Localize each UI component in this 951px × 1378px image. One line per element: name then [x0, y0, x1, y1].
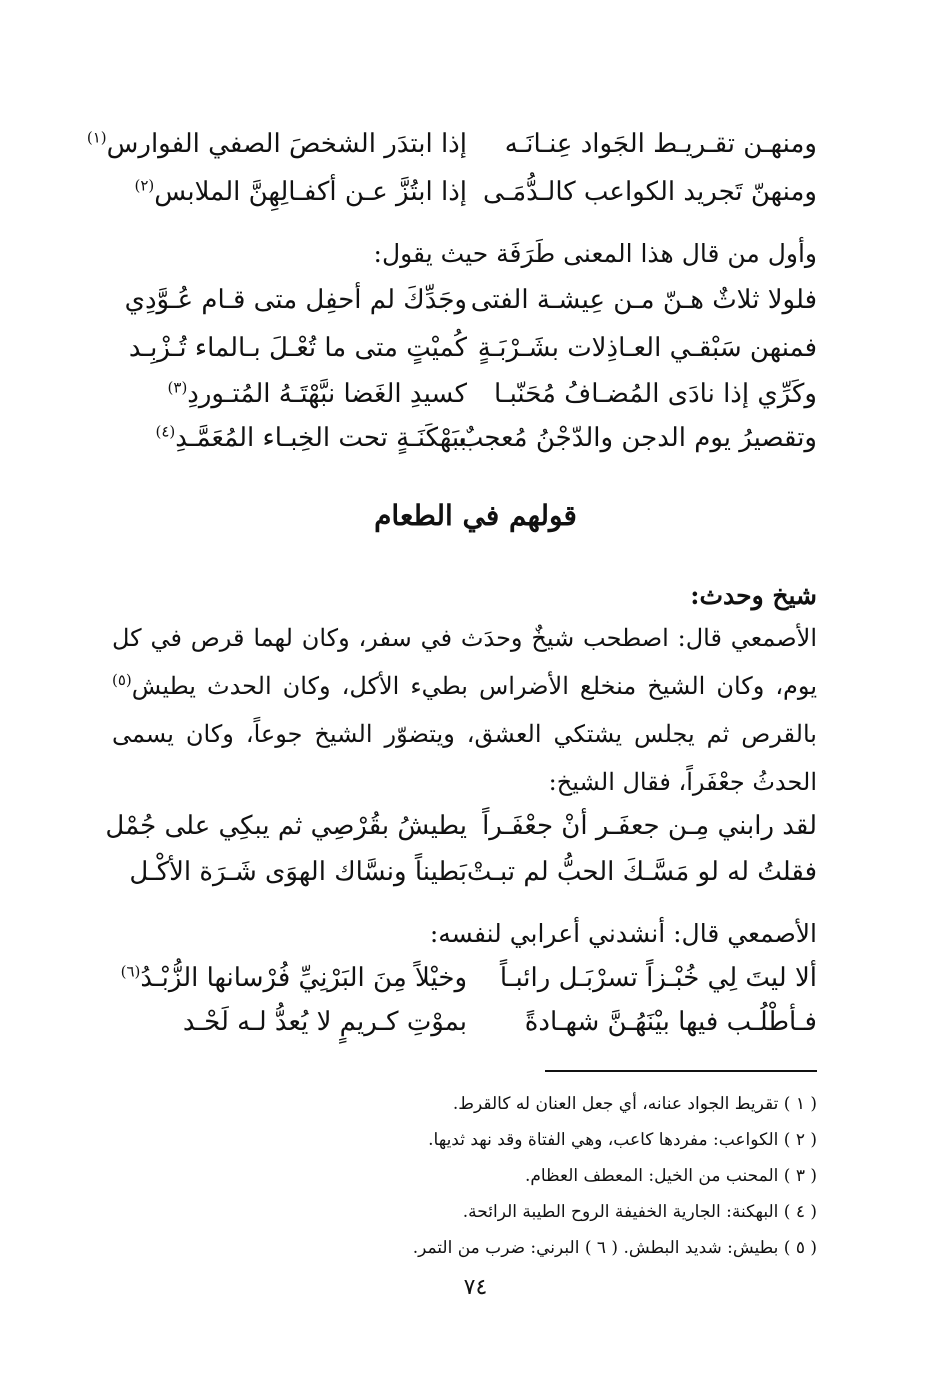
verse-text: يطيشُ بقُرْصِي ثم يبكِي على جُمْل [105, 811, 467, 841]
verse-second-hemistich [112, 372, 467, 416]
prose-text: بالقرص ثم يجلس يشتكي العشق، ويتضوّر الشيخ جوعاً، وكان يسمى الحدثُ جعْفَراً، فقال الشيخ: [112, 720, 817, 796]
intro-line: وأول من قال هذا المعنى طَرَفَة حيث يقول: [373, 239, 817, 268]
verse-first-hemistich: لقد رابني مِـن جعفَـر أنْ جعْفَـراً [482, 811, 817, 841]
verse-second-hemistich [112, 326, 467, 370]
verse-couplet [112, 372, 817, 416]
prose-text: الأصمعي قال: اصطحب شيخٌ وحدَث في سفر، وكان لهما قرص في كل يوم، وكان الشيخ منخلع الأضراس بطيء الأكل، وكان الحدث يطيش [112, 624, 817, 700]
footnote-divider [545, 1070, 817, 1072]
verse-second-hemistich [112, 956, 467, 1000]
verse-couplet [112, 850, 817, 894]
verse-text: بموْتِ كـريمٍ لا يُعدُّ لـه لَحْـد [182, 1007, 467, 1037]
asmai-line: الأصمعي قال: أنشدني أعرابي لنفسه: [429, 919, 817, 948]
verse-second-hemistich [112, 170, 467, 214]
verse-first-hemistich: فـأطْلُـب فيها بيْنَهُـنَّ شهـادةً [524, 1007, 817, 1037]
footnote-marker: (٤) [155, 422, 176, 441]
verse-first-hemistich: وكَرِّي إذا نادَى المُضـافُ مُحَنّبـا [494, 379, 817, 409]
footnote-marker: (٢) [134, 176, 155, 195]
verse-text: وخيْلاً مِنَ البَرْنِيِّ فُرْسانها الزُّبْـدُ [140, 963, 467, 993]
verse-couplet [112, 956, 817, 1000]
subsection-title: شيخ وحدث: [690, 581, 817, 610]
footnote-marker: (٦) [120, 962, 141, 981]
verse-second-hemistich [112, 416, 467, 460]
footnotes [112, 1086, 817, 1266]
verse-second-hemistich [105, 804, 467, 848]
verse-first-hemistich: ألا ليتَ لِي خُبْـزاً تسرْبَـل رائبـاً [499, 963, 817, 993]
page-number: ٧٤ [463, 1275, 488, 1300]
verse-second-hemistich [112, 1000, 467, 1044]
verse-first-hemistich: ومنهنّ تَجريد الكواعب كالـدُّمَـى [482, 177, 817, 207]
verse-text: إذا ابتُزَّ عـن أكفـالِهِنَّ الملابس [154, 177, 467, 207]
section-title: قولهم في الطعام [374, 499, 577, 532]
footnote: ( ٢ ) الكواعب: مفردها كاعب، وهي الفتاة وقد نهد ثديها. [428, 1130, 817, 1150]
verse-second-hemistich [112, 850, 467, 894]
verse-couplet [112, 170, 817, 214]
verse-first-hemistich: فلولا ثلاثٌ هـنّ مـن عِيشـة الفتى [470, 285, 817, 315]
verse-text: كُميْتٍ متى ما تُعْـلَ بـالماء تُـزْبِـد [128, 333, 467, 363]
footnote-marker: (٣) [167, 378, 188, 397]
verse-couplet [112, 326, 817, 370]
footnote: ( ٣ ) المحنب من الخيل: المعطف العظام. [524, 1166, 817, 1186]
verse-first-hemistich: وتقصيرُ يوم الدجن والدّجْنُ مُعجبٌ [458, 423, 817, 453]
verse-text: ببَهْكَنَـةٍ تحت الخِبـاء المُعَمَّـدِ [175, 423, 467, 453]
verse-couplet [112, 278, 817, 322]
footnote-marker: (١) [86, 128, 107, 147]
verse-first-hemistich: فمنهن سَبْقـي العـاذِلات بشَـرْبَـةٍ [477, 333, 817, 363]
footnote: ( ١ ) تقريط الجواد عنانه، أي جعل العنان له كالقرط. [452, 1094, 817, 1114]
verse-second-hemistich [112, 278, 467, 322]
footnote-marker: (٥) [112, 671, 132, 689]
prose-paragraph [112, 614, 817, 806]
verse-first-hemistich: ومنهـن تقـريـط الجَواد عِنـانَـه [504, 129, 817, 159]
verse-couplet [105, 804, 817, 848]
footnote: ( ٤ ) البهكنة: الجارية الخفيفة الروح الطيبة الرائحة. [462, 1202, 817, 1222]
verse-couplet [112, 1000, 817, 1044]
verse-text: كسيدِ الغَضا نبَّهْتَـهُ المُتـوردِ [187, 379, 467, 409]
verse-couplet [112, 416, 817, 460]
verse-first-hemistich: فقلتُ له لو مَسَّـكَ الحبُّ لم تبـتْ [466, 857, 817, 887]
verse-couplet [86, 122, 817, 166]
verse-text: بَطيناً ونسَّاك الهوَى شَـرَة الأكْـل [129, 857, 467, 887]
footnote: ( ٥ ) بطيش: شديد البطش. ( ٦ ) البرني: ضرب من التمر. [412, 1238, 817, 1258]
verse-second-hemistich [86, 122, 467, 166]
verse-text: إذا ابتدَر الشخصَ الصفي الفوارس [106, 129, 467, 159]
verse-text: وجَدِّكَ لم أحفِل متى قـام عُـوَّدِي [124, 285, 467, 315]
